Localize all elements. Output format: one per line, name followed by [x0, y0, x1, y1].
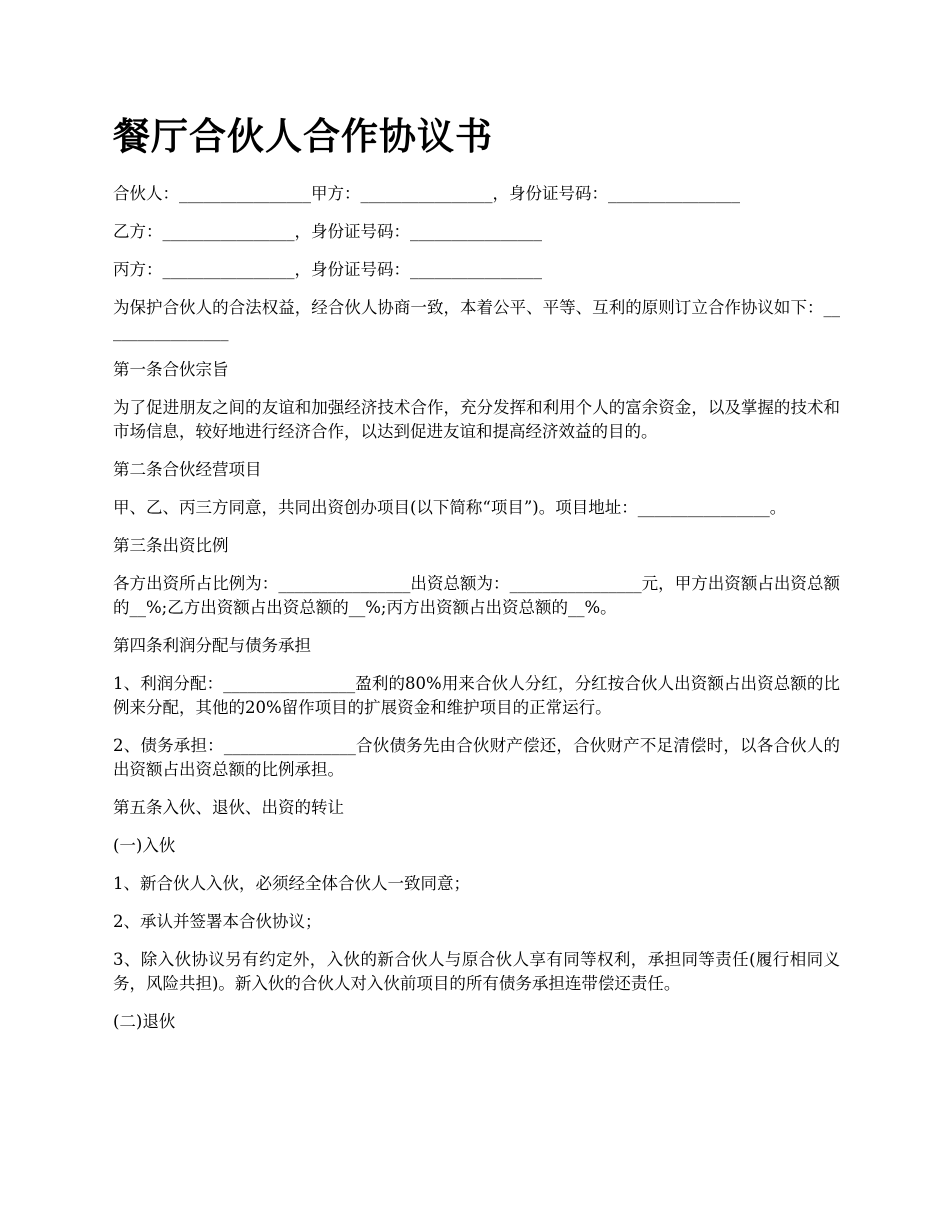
admission-clause-1: 1、新合伙人入伙，必须经全体合伙人一致同意； — [113, 874, 470, 893]
party-b-line: 乙方：________________，身份证号码：________________ — [113, 222, 542, 241]
article-2-heading: 第二条合伙经营项目 — [113, 460, 262, 479]
article-4-heading: 第四条利润分配与债务承担 — [113, 636, 311, 655]
preamble-paragraph: 为保护合伙人的合法权益，经合伙人协商一致，本着公平、平等、互利的原则订立合作协议如下：________________ — [113, 298, 840, 341]
document-page — [113, 112, 840, 1048]
article-4-clause-1: 1、利润分配：________________盈利的80%用来合伙人分红，分红按合伙人出资额占出资总额的比例来分配，其他的20%留作项目的扩展资金和维护项目的正常运行。 — [113, 674, 840, 717]
article-5-heading: 第五条入伙、退伙、出资的转让 — [113, 798, 344, 817]
party-c-line: 丙方：________________，身份证号码：________________ — [113, 260, 542, 279]
admission-subheading: (一)入伙 — [113, 836, 176, 855]
admission-clause-3: 3、除入伙协议另有约定外，入伙的新合伙人与原合伙人享有同等权利，承担同等责任(履行相同义务，风险共担)。新入伙的合伙人对入伙前项目的所有债务承担连带偿还责任。 — [113, 950, 840, 993]
withdrawal-subheading: (二)退伙 — [113, 1012, 176, 1031]
article-1-heading: 第一条合伙宗旨 — [113, 360, 229, 379]
article-2-body: 甲、乙、丙三方同意，共同出资创办项目(以下简称“项目”)。项目地址：________________。 — [113, 498, 787, 517]
admission-clause-2: 2、承认并签署本合伙协议； — [113, 912, 322, 931]
article-3-body: 各方出资所占比例为：________________出资总额为：________________元，甲方出资额占出资总额的__%;乙方出资额占出资总额的__%;丙方出资额占出资总额的__%。 — [113, 574, 840, 617]
article-3-heading: 第三条出资比例 — [113, 536, 229, 555]
document-title: 餐厅合伙人合作协议书 — [113, 114, 493, 158]
article-4-clause-2: 2、债务承担：________________合伙债务先由合伙财产偿还，合伙财产不足清偿时，以各合伙人的出资额占出资总额的比例承担。 — [113, 736, 840, 779]
partners-line: 合伙人：________________甲方：________________，身份证号码：________________ — [113, 184, 740, 203]
article-1-body: 为了促进朋友之间的友谊和加强经济技术合作，充分发挥和利用个人的富余资金，以及掌握的技术和市场信息，较好地进行经济合作，以达到促进友谊和提高经济效益的目的。 — [113, 398, 840, 441]
